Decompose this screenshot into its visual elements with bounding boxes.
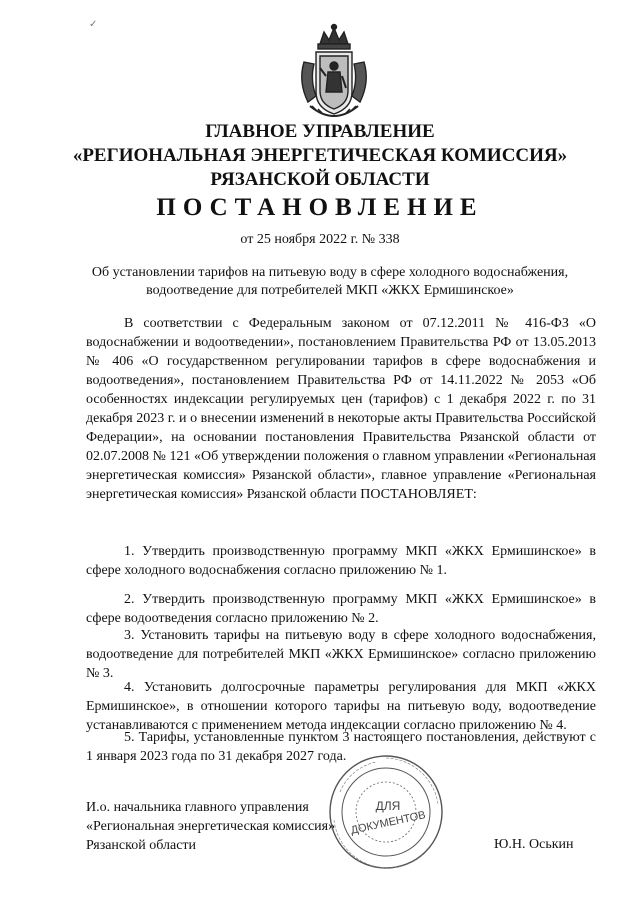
signatory-title-block (86, 798, 335, 855)
stamp-text-line-2: ДОКУМЕНТОВ (349, 809, 427, 837)
item-5: 5. Тарифы, установленные пунктом 3 настоящего постановления, действуют с 1 января 2023 года по 31 декабря 2027 года. (86, 730, 596, 764)
org-name-line-1: ГЛАВНОЕ УПРАВЛЕНИЕ (205, 121, 435, 142)
org-name-line-3: РЯЗАНСКОЙ ОБЛАСТИ (210, 169, 430, 190)
item-4: 4. Установить долгосрочные параметры регулирования для МКП «ЖКХ Ермишинское», в отношении которого тарифы на питьевую воду, водоотведение устанавливаются с применением метода индексации согласно приложению № 4. (86, 680, 596, 733)
item-1: 1. Утвердить производственную программу МКП «ЖКХ Ермишинское» в сфере холодного водоснабжения согласно приложению № 1. (86, 544, 596, 578)
coat-of-arms-emblem (296, 22, 372, 122)
official-stamp (326, 752, 446, 872)
item-3: 3. Установить тарифы на питьевую воду в сфере холодного водоснабжения, водоотведение для потребителей МКП «ЖКХ Ермишинское» согласно приложению № 3. (86, 628, 596, 681)
signatory-name: Ю.Н. Оськин (494, 837, 574, 852)
scan-mark: ✓ (89, 19, 98, 30)
subject-line-2: водоотведение для потребителей МКП «ЖКХ Ермишинское» (146, 283, 514, 298)
stamp-text-line-1: ДЛЯ (375, 799, 401, 813)
item-2: 2. Утвердить производственную программу МКП «ЖКХ Ермишинское» в сфере водоотведения согласно приложению № 2. (86, 592, 596, 626)
org-name-line-2: «РЕГИОНАЛЬНАЯ ЭНЕРГЕТИЧЕСКАЯ КОМИССИЯ» (72, 145, 568, 166)
document-type-title: ПОСТАНОВЛЕНИЕ (156, 194, 484, 221)
preamble-paragraph: В соответствии с Федеральным законом от 07.12.2011 № 416-ФЗ «О водоснабжении и водоотведении», постановлением Правительства РФ от 13.05.2013 № 406 «О государственном регулировании тарифов в сфере водоснабжения и водоотведения», постановлением Правительства РФ от 14.11.2022 № 2053 «Об особенностях индексации регулируемых цен (тарифов) с 1 декабря 2022 г. по 31 декабря 2023 г. и о внесении изменений в некоторые акты Правительства Российской Федерации», на основании постановления Правительства Рязанской области от 02.07.2008 № 121 «Об утверждении положения о главном управлении «Региональная энергетическая комиссия» Рязанской области», главное управление «Региональная энергетическая комиссия» Рязанской области ПОСТАНОВЛЯЕТ: (86, 316, 596, 502)
document-date-number: от 25 ноября 2022 г. № 338 (240, 232, 400, 247)
signatory-line-1: И.о. начальника главного управления (86, 800, 309, 815)
subject-line-1: Об установлении тарифов на питьевую воду в сфере холодного водоснабжения, (91, 265, 569, 280)
signatory-line-2: «Региональная энергетическая комиссия» (86, 819, 336, 834)
signatory-line-3: Рязанской области (86, 838, 197, 853)
